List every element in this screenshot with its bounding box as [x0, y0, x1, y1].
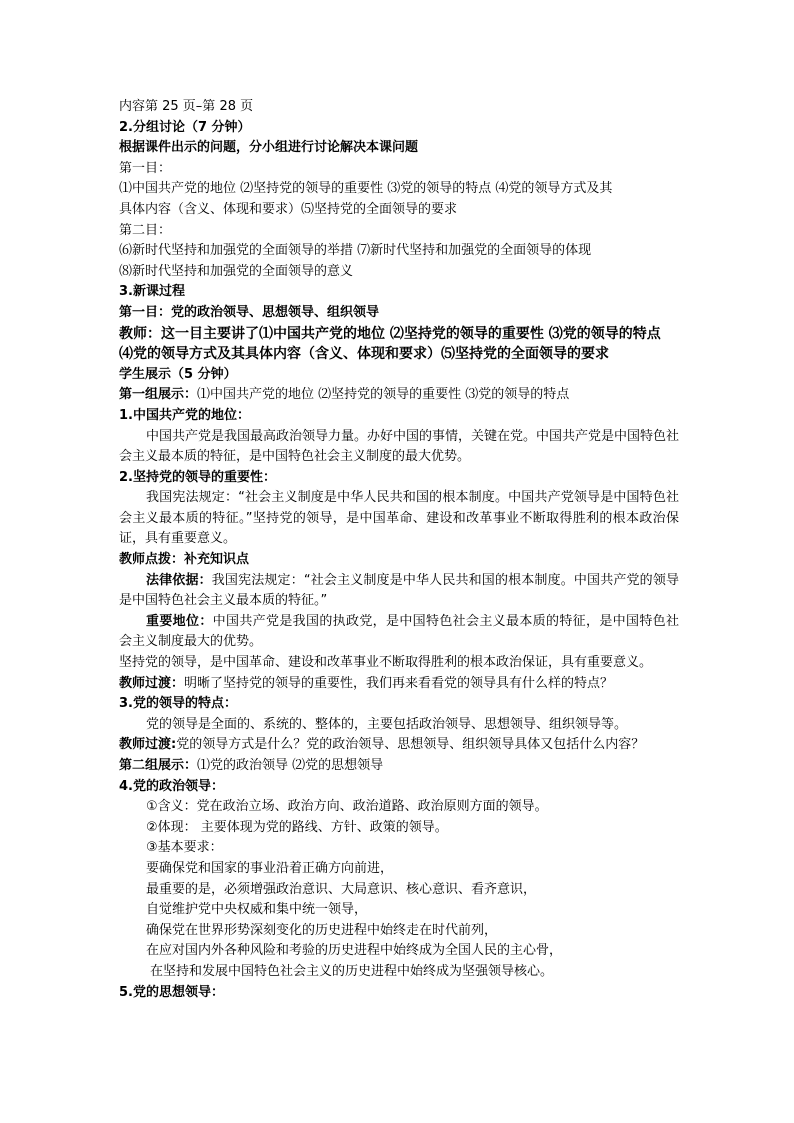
teacher-intro-line2: ⑷党的领导方式及其具体内容（含义、体现和要求）⑸坚持党的全面领导的要求 [119, 346, 609, 363]
group1-label: 第一组展示： [119, 387, 198, 403]
transition2-text: 党的领导方式是什么？党的政治领导、思想领导、组织领导具体又包括什么内容？ [176, 737, 645, 753]
process-subtitle: 第一目：党的政治领导、思想领导、组织领导 [119, 304, 380, 320]
important-status-label: 重要地位： [146, 613, 213, 629]
discussion-title: 2.分组讨论（7 分钟） [119, 119, 251, 135]
group2-heading [119, 756, 679, 777]
teacher-tip-title: 教师点拨：补充知识点 [119, 552, 250, 568]
transition2-label: 教师过渡: [119, 737, 177, 753]
law-basis-paragraph [119, 571, 679, 612]
document-page [119, 97, 679, 1003]
requirement-line-6: 在坚持和发展中国特色社会主义的历史进程中始终成为坚强领导核心。 [150, 963, 554, 979]
group1-heading [119, 385, 679, 406]
first-section-items-line2: 具体内容（含义、体现和要求）⑸坚持党的全面领导的要求 [119, 201, 458, 217]
requirement-line-1: 要确保党和国家的事业沿着正确方向前进， [146, 860, 394, 876]
second-section-items-line1: ⑹新时代坚持和加强党的全面领导的举措 ⑺新时代坚持和加强党的全面领导的体现 [119, 243, 592, 259]
section2-text: 我国宪法规定：“社会主义制度是中华人民共和国的根本制度。中国共产党领导是中国特色社会主义最本质的特征。”坚持党的领导，是中国革命、建设和改革事业不断取得胜利的根本政治保证，具有重要意义。 [119, 490, 679, 547]
political-requirement-label: ③基本要求： [146, 840, 223, 856]
section3-title: 3.党的领导的特点： [119, 696, 237, 712]
law-basis-label: 法律依据： [146, 572, 212, 588]
requirement-line-5: 在应对国内外各种风险和考验的历史进程中始终成为全国人民的主心骨， [146, 943, 563, 959]
section2-title: 2.坚持党的领导的重要性： [119, 469, 276, 485]
group1-items: ⑴中国共产党的地位 ⑵坚持党的领导的重要性 ⑶党的领导的特点 [197, 387, 570, 403]
process-title: 3.新课过程 [119, 284, 185, 300]
important-status-paragraph [119, 612, 679, 653]
student-show-title: 学生展示（5 分钟） [119, 366, 237, 382]
law-basis-text: 我国宪法规定：“社会主义制度是中华人民共和国的根本制度。中国共产党的领导是中国特色社会主义最本质的特征。” [119, 572, 679, 609]
teacher-intro-line1: 教师：这一目主要讲了⑴中国共产党的地位 ⑵坚持党的领导的重要性 ⑶党的领导的特点 [119, 325, 661, 342]
first-section-label: 第一目： [119, 160, 172, 176]
second-section-label: 第二目： [119, 222, 172, 238]
political-meaning: ①含义：党在政治立场、政治方向、政治道路、政治原则方面的领导。 [146, 799, 548, 815]
requirement-line-2: 最重要的是，必须增强政治意识、大局意识、核心意识、看齐意识， [146, 881, 537, 897]
section5-title: 5.党的思想领导： [119, 984, 224, 1000]
transition1-label: 教师过渡： [119, 675, 185, 691]
content-range: 内容第 25 页–第 28 页 [119, 99, 254, 114]
second-section-items-line2: ⑻新时代坚持和加强党的全面领导的意义 [119, 263, 354, 279]
teacher-transition-2 [119, 735, 679, 756]
first-section-items-line1: ⑴中国共产党的地位 ⑵坚持党的领导的重要性 ⑶党的领导的特点 ⑷党的领导方式及其 [119, 181, 613, 197]
section4-title: 4.党的政治领导： [119, 778, 224, 794]
important-status-text: 中国共产党是我国的执政党，是中国特色社会主义最本质的特征，是中国特色社会主义制度最大的优势。 [119, 613, 679, 650]
requirement-line-3: 自觉维护党中央权威和集中统一领导， [146, 902, 368, 918]
tip-summary: 坚持党的领导，是中国革命、建设和改革事业不断取得胜利的根本政治保证，具有重要意义。 [119, 655, 653, 671]
group2-items: ⑴党的政治领导 ⑵党的思想领导 [197, 758, 384, 773]
group2-label: 第二组展示： [119, 758, 198, 773]
political-embodiment: ②体现： 主要体现为党的路线、方针、政策的领导。 [146, 819, 448, 835]
transition1-text: 明晰了坚持党的领导的重要性，我们再来看看党的领导具有什么样的特点？ [184, 675, 614, 691]
section1-title: 1.中国共产党的地位： [119, 407, 250, 423]
teacher-transition-1 [119, 674, 679, 695]
section3-text: 党的领导是全面的、系统的、整体的，主要包括政治领导、思想领导、组织领导等。 [146, 716, 628, 732]
requirement-line-4: 确保党在世界形势深刻变化的历史进程中始终走在时代前列， [146, 922, 498, 938]
section1-text: 中国共产党是我国最高政治领导力量。办好中国的事情，关键在党。中国共产党是中国特色社会主义最本质的特征，是中国特色社会主义制度的最大优势。 [119, 428, 680, 465]
discussion-intro: 根据课件出示的问题，分小组进行讨论解决本课问题 [119, 140, 419, 156]
